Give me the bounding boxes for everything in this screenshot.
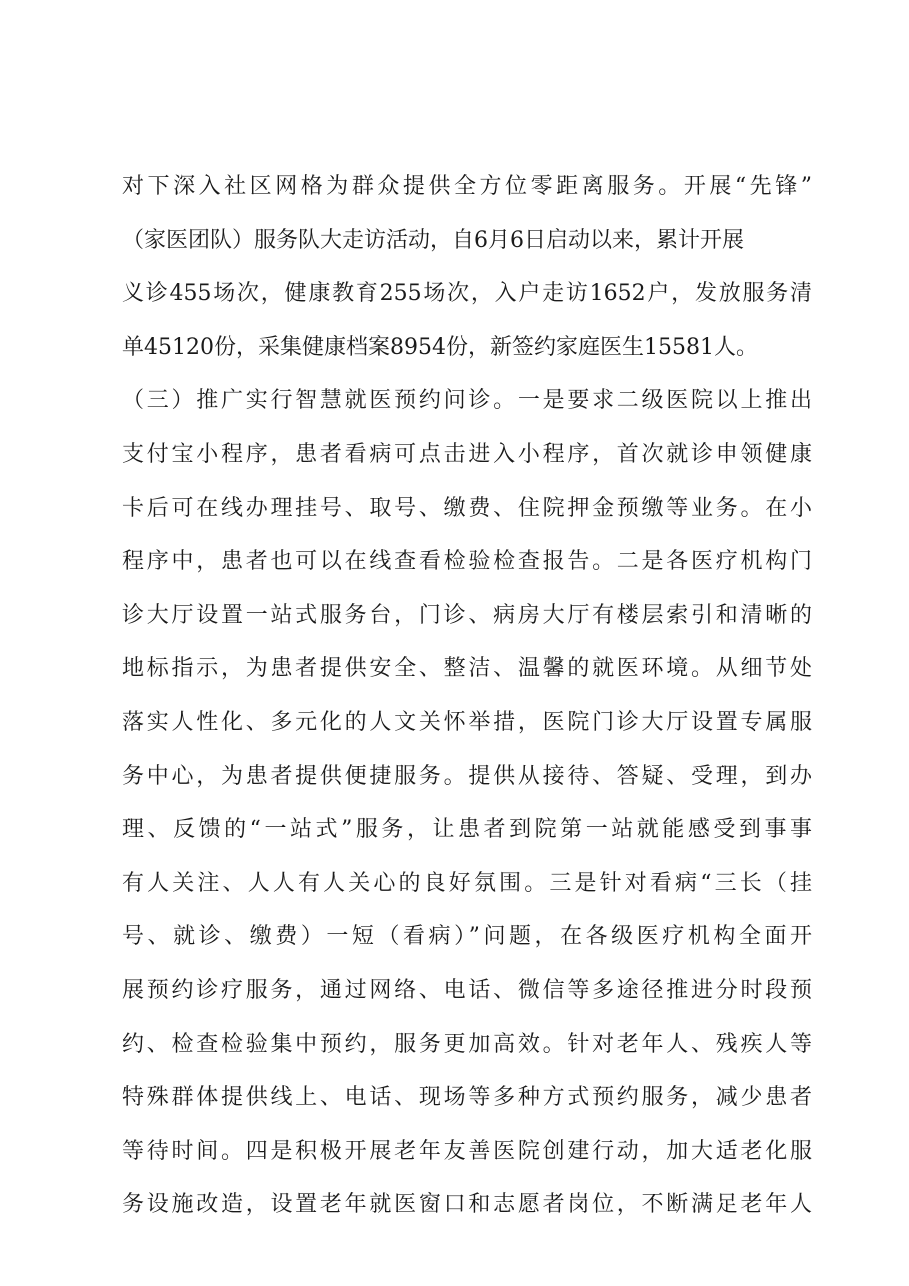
text-line: 卡后可在线办理挂号、取号、缴费、住院押金预缴等业务。在小 <box>122 495 812 521</box>
text-line: 支付宝小程序，患者看病可点击进入小程序，首次就诊申领健康 <box>122 441 812 467</box>
text-line: 展预约诊疗服务，通过网络、电话、微信等多途径推进分时段预 <box>122 977 812 1003</box>
body-text <box>122 160 812 1232</box>
text-line: 落实人性化、多元化的人文关怀举措，医院门诊大厅设置专属服 <box>122 709 812 735</box>
text-line: （家医团队）服务队大走访活动，自6月6日启动以来，累计开展 <box>122 227 744 253</box>
text-line: 约、检查检验集中预约，服务更加高效。针对老年人、残疾人等 <box>122 1031 812 1057</box>
text-line: 有人关注、人人有人关心的良好氛围。三是针对看病“三长（挂 <box>122 870 812 896</box>
text-line: 特殊群体提供线上、电话、现场等多种方式预约服务，减少患者 <box>122 1085 812 1111</box>
text-line: 理、反馈的“一站式”服务，让患者到院第一站就能感受到事事 <box>122 817 812 843</box>
text-line: 义诊455场次，健康教育255场次，入户走访1652户，发放服务清 <box>122 281 812 307</box>
text-line: 诊大厅设置一站式服务台，门诊、病房大厅有楼层索引和清晰的 <box>122 602 812 628</box>
text-line: 务中心，为患者提供便捷服务。提供从接待、答疑、受理，到办 <box>122 763 812 789</box>
text-line: 程序中，患者也可以在线查看检验检查报告。二是各医疗机构门 <box>122 549 812 575</box>
text-line: 等待时间。四是积极开展老年友善医院创建行动，加大适老化服 <box>122 1138 812 1164</box>
text-line: 地标指示，为患者提供安全、整洁、温馨的就医环境。从细节处 <box>122 656 812 682</box>
text-line: 务设施改造，设置老年就医窗口和志愿者岗位，不断满足老年人 <box>122 1192 812 1218</box>
text-line: 对下深入社区网格为群众提供全方位零距离服务。开展“先锋” <box>122 174 812 199</box>
text-line: （三）推广实行智慧就医预约问诊。一是要求二级医院以上推出 <box>122 388 812 414</box>
text-line: 单45120份，采集健康档案8954份，新签约家庭医生15581人。 <box>122 334 758 360</box>
text-line: 号、就诊、缴费）一短（看病）”问题，在各级医疗机构全面开 <box>122 924 812 950</box>
